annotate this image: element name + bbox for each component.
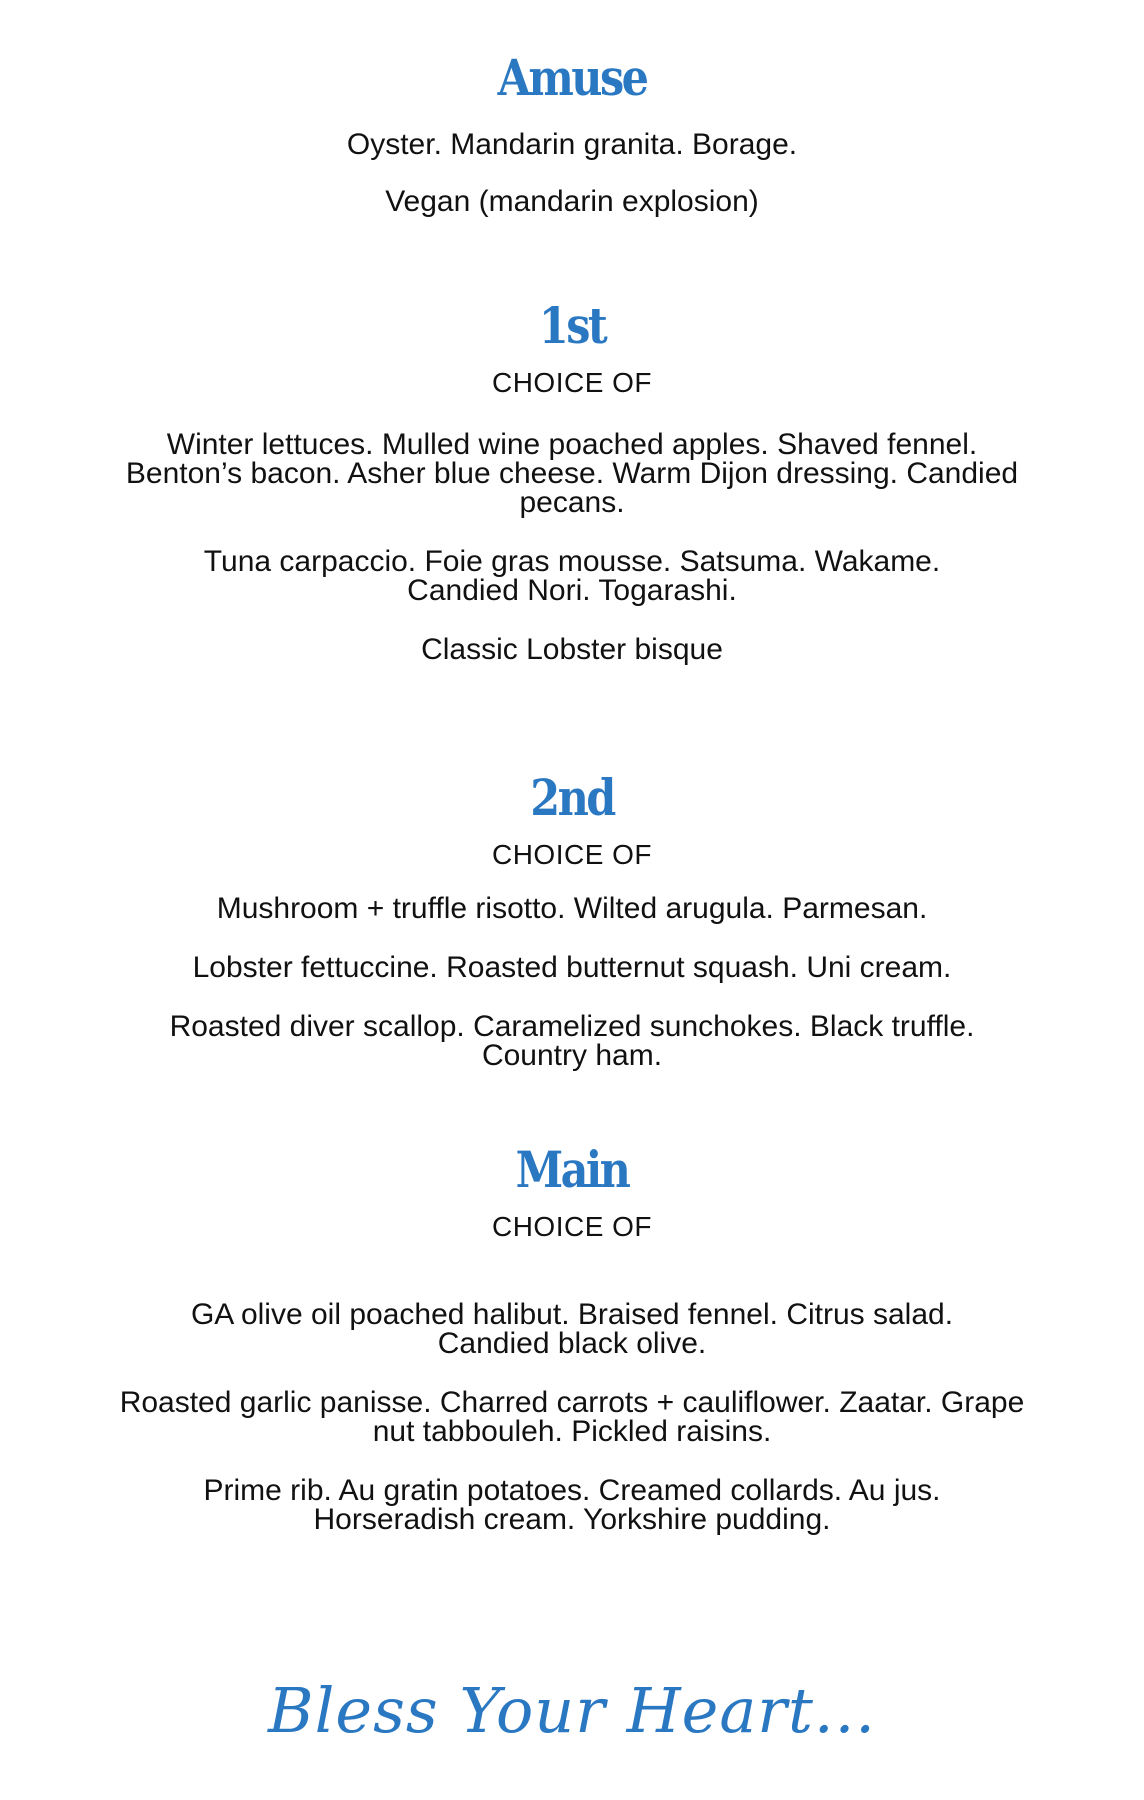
choice-of-label: CHOICE OF — [491, 839, 653, 870]
dish-item: GA olive oil poached halibut. Braised fennel. Citrus salad. Candied black olive. — [190, 1298, 954, 1360]
dish-item: Tuna carpaccio. Foie gras mousse. Satsuma. Wakame. Candied Nori. Togarashi. — [203, 545, 941, 607]
dish-item: Oyster. Mandarin granita. Borage. — [346, 128, 798, 161]
dish-item: Classic Lobster bisque — [421, 633, 723, 666]
section-second — [0, 768, 1144, 1100]
signoff — [0, 1660, 1144, 1760]
signoff-script — [268, 1660, 876, 1760]
course-title: 1st — [538, 296, 606, 355]
dish-item: Vegan (mandarin explosion) — [385, 185, 759, 218]
dish-list — [0, 130, 1144, 216]
dish-item: Prime rib. Au gratin potatoes. Creamed collards. Au jus. Horseradish cream. Yorkshire pudding. — [203, 1474, 941, 1536]
dish-item: Roasted garlic panisse. Charred carrots + cauliflower. Zaatar. Grape nut tabbouleh. Pickled raisins. — [119, 1386, 1025, 1448]
signoff-text: Bless Your Heart... — [268, 1674, 876, 1747]
dish-item: Roasted diver scallop. Caramelized sunchokes. Black truffle. Country ham. — [169, 1010, 975, 1072]
dish-list — [0, 430, 1144, 664]
dish-list — [0, 1300, 1144, 1534]
dish-item: Winter lettuces. Mulled wine poached apples. Shaved fennel. Benton’s bacon. Asher blue cheese. Warm Dijon dressing. Candied pecans. — [125, 428, 1019, 519]
section-amuse — [0, 48, 1144, 246]
dish-item: Mushroom + truffle risotto. Wilted arugula. Parmesan. — [216, 892, 928, 925]
course-title: 2nd — [530, 768, 614, 827]
choice-of-label: CHOICE OF — [491, 367, 653, 398]
section-main — [0, 1140, 1144, 1564]
choice-of-label: CHOICE OF — [491, 1211, 653, 1242]
dish-list — [0, 894, 1144, 1070]
section-first — [0, 296, 1144, 694]
dish-item: Lobster fettuccine. Roasted butternut squash. Uni cream. — [192, 951, 952, 984]
course-title: Main — [515, 1140, 629, 1199]
course-title: Amuse — [497, 48, 647, 107]
